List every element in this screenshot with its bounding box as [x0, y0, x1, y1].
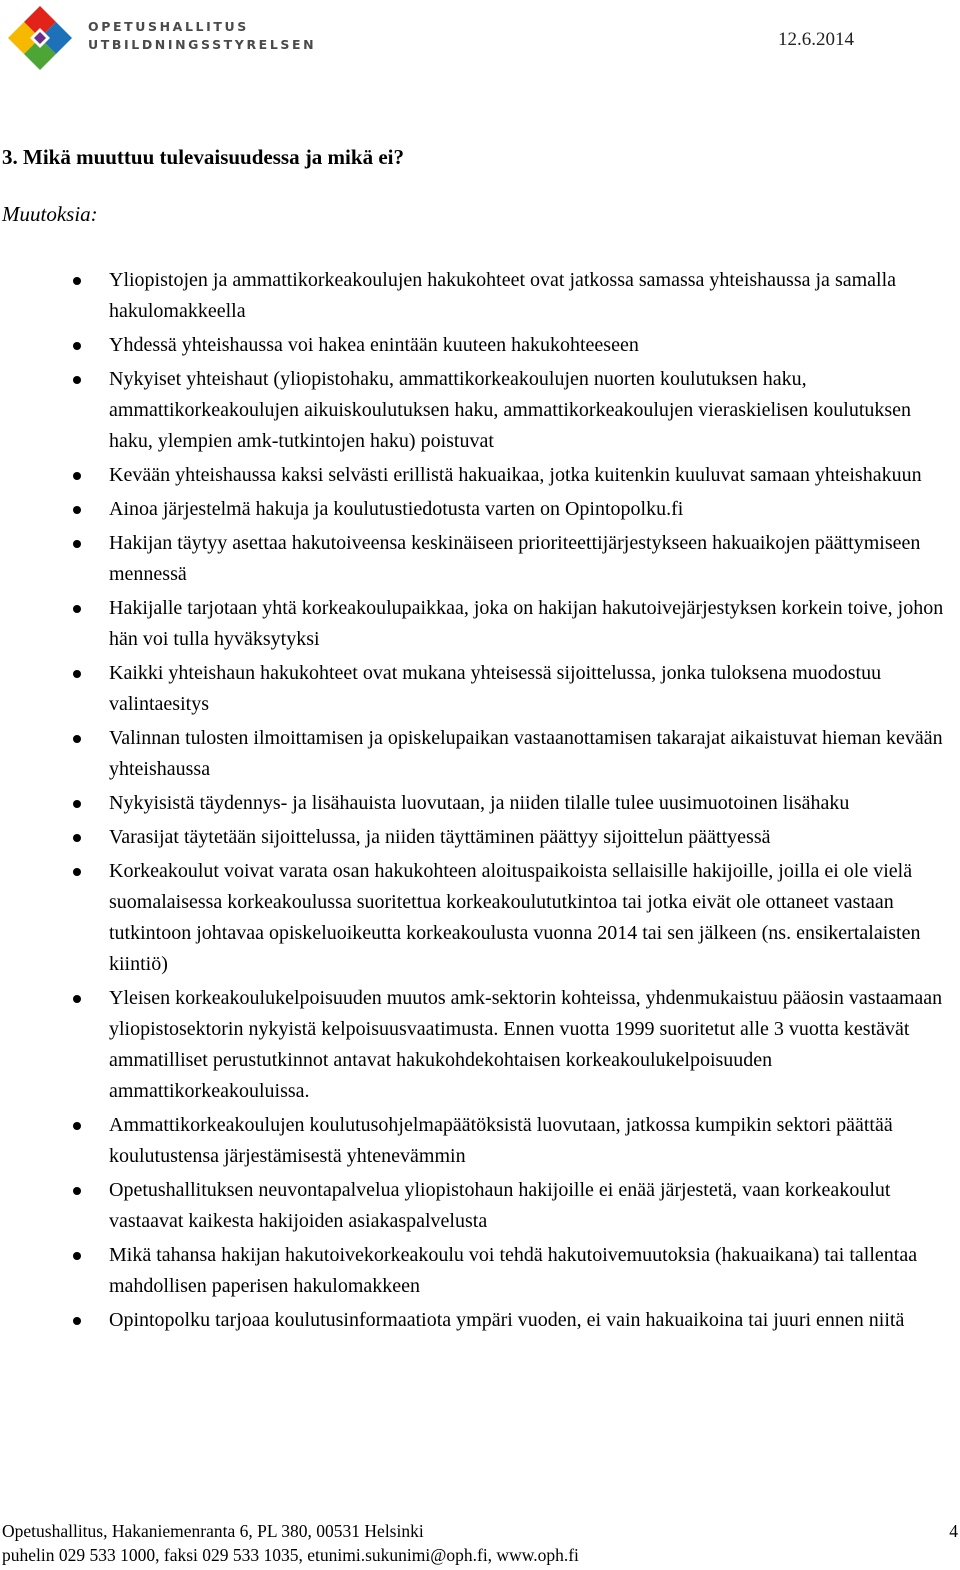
- list-item-text: Opintopolku tarjoaa koulutusinformaatiota ympäri vuoden, ei vain hakuaikoina tai juuri ennen niitä: [109, 1309, 905, 1331]
- list-item-text: Yliopistojen ja ammattikorkeakoulujen hakukohteet ovat jatkossa samassa yhteishaussa ja samalla hakulomakkeella: [109, 269, 897, 322]
- list-item-text: Valinnan tulosten ilmoittamisen ja opiskelupaikan vastaanottamisen takarajat aikaistuvat hieman kevään yhteishaussa: [109, 727, 943, 780]
- bullet-icon: [73, 834, 81, 842]
- bullet-icon: [73, 540, 81, 548]
- page-header: [0, 0, 960, 80]
- logo-wordmark: [88, 18, 316, 54]
- list-item-text: Nykyiset yhteishaut (yliopistohaku, ammattikorkeakoulujen nuorten koulutuksen haku, ammattikorkeakoulujen aikuiskoulutuksen haku, ammattikorkeakoulujen vieraskielisen koulutuksen haku, ylempien amk-tutkintojen haku) poistuvat: [109, 368, 912, 452]
- bullet-icon: [73, 1187, 81, 1195]
- document-date: 12.6.2014: [778, 29, 854, 50]
- page-footer: [2, 1519, 958, 1567]
- bullet-icon: [73, 868, 81, 876]
- list-item: [0, 1240, 958, 1302]
- list-item-text: Yleisen korkeakoulukelpoisuuden muutos amk-sektorin kohteissa, yhdenmukaistuu pääosin vastaamaan yliopistosektorin nykyistä kelpoisuusvaatimusta. Ennen vuotta 1999 suoritetut alle 3 vuotta kestävät ammatilliset perustutkinnot antavat hakukohdekohtaisen korkeakoulukelpoisuuden ammattikorkeakouluissa.: [109, 987, 943, 1102]
- list-item: [0, 788, 958, 819]
- list-item-text: Ainoa järjestelmä hakuja ja koulutustiedotusta varten on Opintopolku.fi: [109, 498, 684, 520]
- list-item-text: Yhdessä yhteishaussa voi hakea enintään kuuteen hakukohteeseen: [109, 334, 639, 356]
- changes-list: [0, 265, 958, 1339]
- bullet-icon: [73, 1317, 81, 1325]
- list-item: [0, 1305, 958, 1336]
- list-item: [0, 364, 958, 457]
- bullet-icon: [73, 472, 81, 480]
- list-item: [0, 983, 958, 1107]
- list-item: [0, 822, 958, 853]
- list-item-text: Ammattikorkeakoulujen koulutusohjelmapäätöksistä luovutaan, jatkossa kumpikin sektori päättää koulutustensa järjestämisestä yhtenevämmin: [109, 1114, 893, 1167]
- list-item-text: Varasijat täytetään sijoittelussa, ja niiden täyttäminen päättyy sijoittelun päättyessä: [109, 826, 771, 848]
- list-item: [0, 330, 958, 361]
- list-item-text: Hakijan täytyy asettaa hakutoiveensa keskinäiseen prioriteettijärjestykseen hakuaikojen päättymiseen mennessä: [109, 532, 921, 585]
- section-subheading: Muutoksia:: [2, 202, 98, 226]
- list-item: [0, 1175, 958, 1237]
- opetushallitus-logo-icon: [4, 2, 76, 74]
- bullet-icon: [73, 995, 81, 1003]
- list-item-text: Kevään yhteishaussa kaksi selvästi erillistä hakuaikaa, jotka kuitenkin kuuluvat samaan yhteishakuun: [109, 464, 922, 486]
- bullet-icon: [73, 376, 81, 384]
- list-item-text: Kaikki yhteishaun hakukohteet ovat mukana yhteisessä sijoittelussa, jonka tuloksena muodostuu valintaesitys: [109, 662, 882, 715]
- logo-line-1: OPETUSHALLITUS: [88, 19, 249, 34]
- page-number: 4: [949, 1521, 958, 1541]
- bullet-icon: [73, 670, 81, 678]
- logo-line-2: UTBILDNINGSSTYRELSEN: [88, 37, 317, 52]
- list-item-text: Opetushallituksen neuvontapalvelua yliopistohaun hakijoille ei enää järjestetä, vaan korkeakoulut vastaavat kaikesta hakijoiden asiakaspalvelusta: [109, 1179, 891, 1232]
- bullet-icon: [73, 506, 81, 514]
- bullet-icon: [73, 1252, 81, 1260]
- list-item-text: Mikä tahansa hakijan hakutoivekorkeakoulu voi tehdä hakutoivemuutoksia (hakuaikana) tai tallentaa mahdollisen paperisen hakulomakkeen: [109, 1244, 918, 1297]
- footer-address: Opetushallitus, Hakaniemenranta 6, PL 380, 00531 Helsinki: [2, 1521, 424, 1541]
- bullet-icon: [73, 800, 81, 808]
- list-item: [0, 265, 958, 327]
- list-item: [0, 723, 958, 785]
- list-item-text: Korkeakoulut voivat varata osan hakukohteen aloituspaikoista sellaisille hakijoille, joilla ei ole vielä suomalaisessa korkeakoulussa suoritettua korkeakoulututkintoa tai jotka eivät ole ottaneet vastaan tutkintoon johtavaa opiskeluoikeutta korkeakoulusta vuonna 2014 tai sen jälkeen (ns. ensikertalaisten kiintiö): [109, 860, 921, 975]
- list-item: [0, 593, 958, 655]
- bullet-icon: [73, 342, 81, 350]
- list-item: [0, 856, 958, 980]
- bullet-icon: [73, 735, 81, 743]
- list-item: [0, 528, 958, 590]
- footer-contact: puhelin 029 533 1000, faksi 029 533 1035, etunimi.sukunimi@oph.fi, www.oph.fi: [2, 1545, 579, 1565]
- list-item-text: Hakijalle tarjotaan yhtä korkeakoulupaikkaa, joka on hakijan hakutoivejärjestyksen korkein toive, johon hän voi tulla hyväksytyksi: [109, 597, 944, 650]
- list-item-text: Nykyisistä täydennys- ja lisähauista luovutaan, ja niiden tilalle tulee uusimuotoinen lisähaku: [109, 792, 850, 814]
- list-item: [0, 460, 958, 491]
- bullet-icon: [73, 1122, 81, 1130]
- bullet-icon: [73, 277, 81, 285]
- section-heading: 3. Mikä muuttuu tulevaisuudessa ja mikä ei?: [2, 145, 404, 169]
- bullet-icon: [73, 605, 81, 613]
- list-item: [0, 658, 958, 720]
- list-item: [0, 1110, 958, 1172]
- list-item: [0, 494, 958, 525]
